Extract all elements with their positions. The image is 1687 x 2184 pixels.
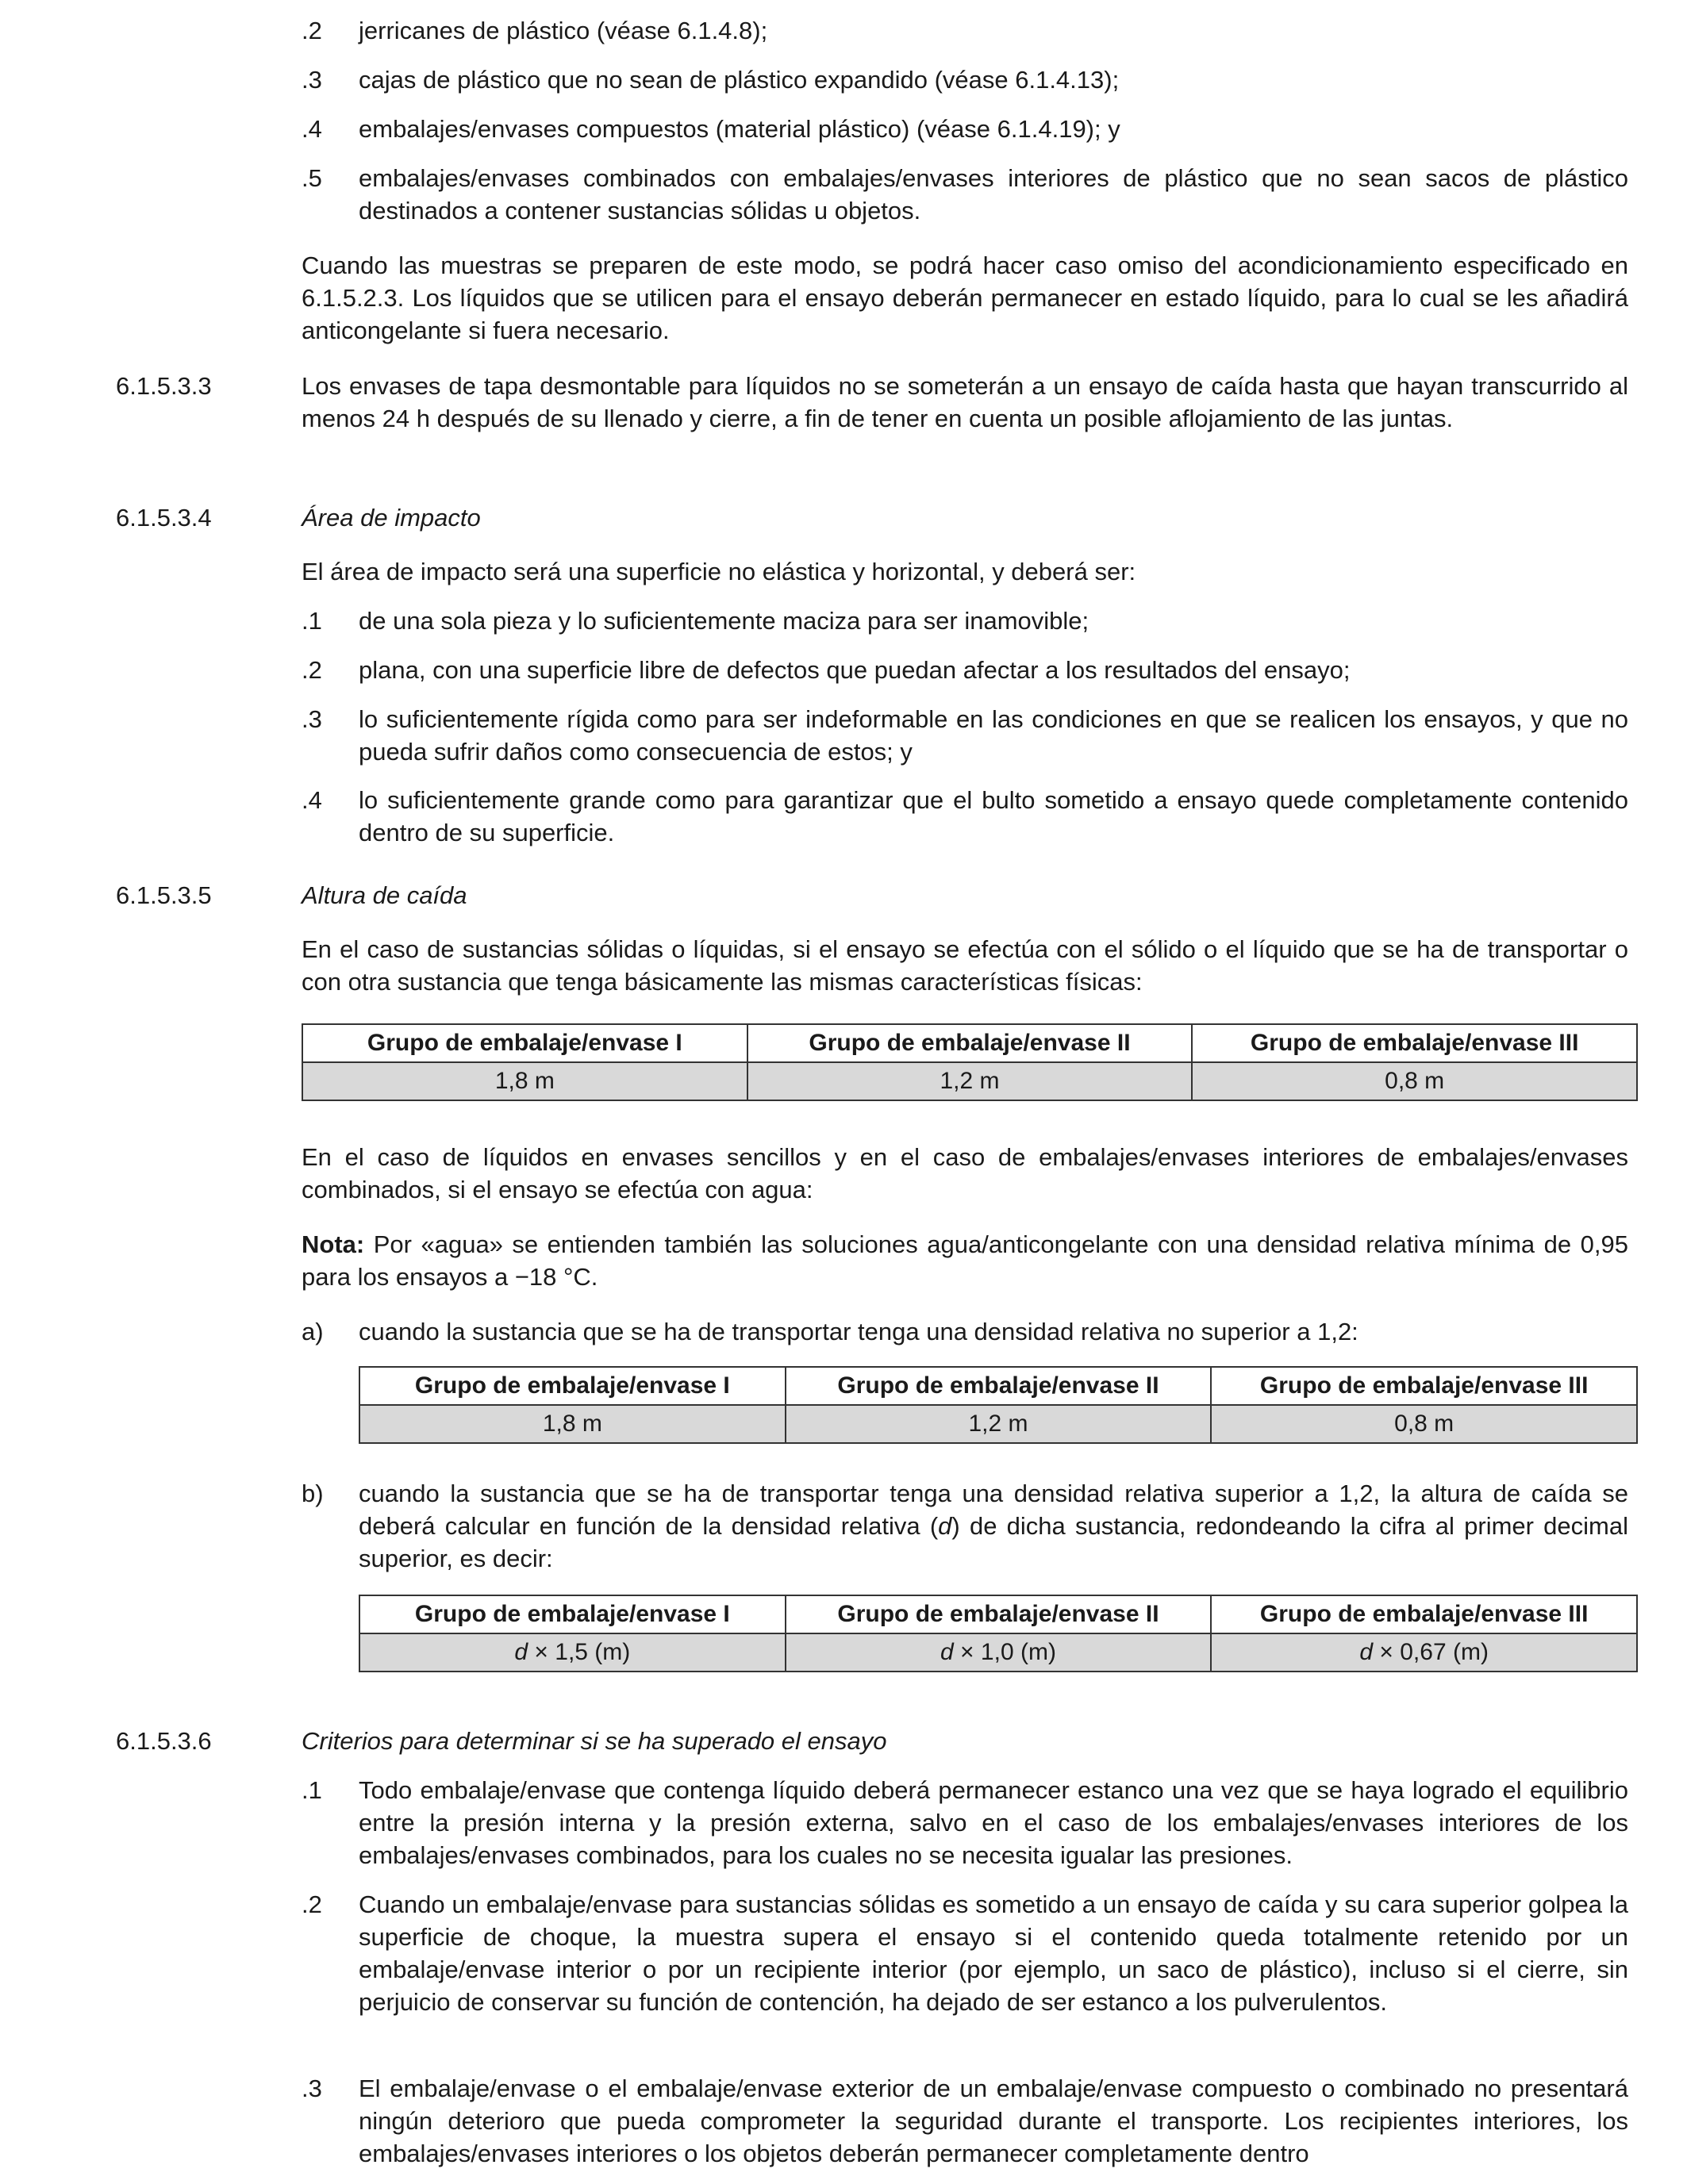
list-text	[359, 1477, 1628, 1575]
table-cell: 1,2 m	[747, 1062, 1193, 1100]
table-cell: 1,8 m	[359, 1405, 786, 1443]
table-header: Grupo de embalaje/envase II	[786, 1367, 1212, 1405]
list-text: cajas de plástico que no sean de plástico expandido (véase 6.1.4.13);	[359, 66, 1120, 94]
list-marker: .2	[302, 1890, 322, 1918]
density-variable: d	[514, 1639, 528, 1665]
list-text-part: cuando la sustancia que se ha de transportar tenga una densidad relativa superior a 1,2, la altura de caída se deberá calcular en función de la densidad relativa (	[359, 1480, 1628, 1540]
drop-height-table	[359, 1366, 1638, 1444]
note-paragraph	[302, 1228, 1628, 1293]
density-variable: d	[938, 1512, 952, 1540]
density-variable: d	[1359, 1639, 1374, 1665]
table-header: Grupo de embalaje/envase I	[302, 1024, 747, 1062]
times-sign: ×	[1379, 1639, 1393, 1665]
list-marker: .2	[302, 17, 322, 44]
table-cell: 0,8 m	[1211, 1405, 1637, 1443]
list-text: lo suficientemente rígida como para ser indeformable en las condiciones en que se realicen los ensayos, y que no pueda sufrir daños como consecuencia de estos; y	[359, 705, 1628, 766]
factor-value: 1,0 (m)	[980, 1639, 1056, 1665]
section-number: 6.1.5.3.4	[116, 504, 212, 532]
list-marker: a)	[302, 1318, 324, 1345]
conditioning-paragraph: Cuando las muestras se preparen de este modo, se podrá hacer caso omiso del acondicionamiento especificado en 6.1.5.2.3. Los líquidos que se utilicen para el ensayo deberán permanecer en estado líquido, para lo cual se les añadirá anticongelante si fuera necesario.	[302, 251, 1628, 344]
list-text: embalajes/envases combinados con embalajes/envases interiores de plástico que no sean sacos de plástico destinados a contener sustancias sólidas u objetos.	[359, 164, 1628, 225]
list-text: lo suficientemente grande como para garantizar que el bulto sometido a ensayo quede completamente contenido dentro de su superficie.	[359, 786, 1628, 846]
section-heading: Criterios para determinar si se ha superado el ensayo	[302, 1727, 887, 1755]
list-text: de una sola pieza y lo suficientemente maciza para ser inamovible;	[359, 607, 1089, 635]
list-text: Todo embalaje/envase que contenga líquido deberá permanecer estanco una vez que se haya logrado el equilibrio entre la presión interna y la presión externa, salvo en el caso de los embalajes/envases interiores de los embalajes/envases combinados, para los cuales no se necesita igualar las presiones.	[359, 1776, 1628, 1869]
section-number: 6.1.5.3.6	[116, 1727, 212, 1755]
table-header: Grupo de embalaje/envase II	[786, 1595, 1212, 1633]
section-number: 6.1.5.3.5	[116, 881, 212, 909]
table-header: Grupo de embalaje/envase II	[747, 1024, 1193, 1062]
list-marker: .5	[302, 164, 322, 192]
list-text: Cuando un embalaje/envase para sustancias sólidas es sometido a un ensayo de caída y su cara superior golpea la superficie de choque, la muestra supera el ensayo si el contenido queda totalmente retenido por un embalaje/envase interior o por un recipiente interior (por ejemplo, un saco de plástico), incluso si el cierre, sin perjuicio de conservar su función de contención, ha dejado de ser estanco a los pulverulentos.	[359, 1890, 1628, 2016]
list-text: embalajes/envases compuestos (material plástico) (véase 6.1.4.19); y	[359, 115, 1120, 143]
table-cell: 1,2 m	[786, 1405, 1212, 1443]
list-marker: .3	[302, 705, 322, 733]
times-sign: ×	[960, 1639, 974, 1665]
list-text: jerricanes de plástico (véase 6.1.4.8);	[359, 17, 768, 44]
section-heading: Área de impacto	[302, 504, 481, 532]
table-cell	[359, 1633, 786, 1672]
section-intro: El área de impacto será una superficie no elástica y horizontal, y deberá ser:	[302, 558, 1136, 585]
times-sign: ×	[534, 1639, 548, 1665]
table-cell	[786, 1633, 1212, 1672]
list-marker: .3	[302, 66, 322, 94]
section-number: 6.1.5.3.3	[116, 372, 212, 400]
list-marker: .4	[302, 786, 322, 814]
table-header: Grupo de embalaje/envase III	[1192, 1024, 1637, 1062]
list-text-part: ) de dicha sustancia, redondeando la cifra al primer decimal superior, es decir:	[359, 1512, 1629, 1572]
table-header: Grupo de embalaje/envase I	[359, 1595, 786, 1633]
list-marker: .4	[302, 115, 322, 143]
list-marker: .1	[302, 1776, 322, 1804]
table-header: Grupo de embalaje/envase I	[359, 1367, 786, 1405]
drop-height-table	[302, 1023, 1638, 1101]
note-text: Por «agua» se entienden también las soluciones agua/anticongelante con una densidad relativa mínima de 0,95 para los ensayos a −18 °C.	[302, 1230, 1628, 1291]
table-header: Grupo de embalaje/envase III	[1211, 1595, 1637, 1633]
section-heading: Altura de caída	[302, 881, 467, 909]
water-paragraph: En el caso de líquidos en envases sencillos y en el caso de embalajes/envases interiores de embalajes/envases combinados, si el ensayo se efectúa con agua:	[302, 1143, 1628, 1203]
list-marker: .3	[302, 2075, 322, 2102]
note-label: Nota:	[302, 1230, 365, 1258]
section-text: Los envases de tapa desmontable para líquidos no se someterán a un ensayo de caída hasta que hayan transcurrido al menos 24 h después de su llenado y cierre, a fin de tener en cuenta un posible aflojamiento de las juntas.	[302, 372, 1628, 432]
list-marker: .1	[302, 607, 322, 635]
section-intro: En el caso de sustancias sólidas o líquidas, si el ensayo se efectúa con el sólido o el líquido que se ha de transportar o con otra sustancia que tenga básicamente las mismas características físicas:	[302, 935, 1628, 996]
table-cell: 0,8 m	[1192, 1062, 1637, 1100]
factor-value: 1,5 (m)	[555, 1639, 631, 1665]
factor-value: 0,67 (m)	[1400, 1639, 1489, 1665]
list-text: plana, con una superficie libre de defectos que puedan afectar a los resultados del ensayo;	[359, 656, 1351, 684]
drop-height-table	[359, 1595, 1638, 1672]
table-header: Grupo de embalaje/envase III	[1211, 1367, 1637, 1405]
table-cell	[1211, 1633, 1637, 1672]
list-text: cuando la sustancia que se ha de transportar tenga una densidad relativa no superior a 1,2:	[359, 1318, 1358, 1345]
list-marker: .2	[302, 656, 322, 684]
list-marker: b)	[302, 1480, 324, 1507]
table-cell: 1,8 m	[302, 1062, 747, 1100]
list-text: El embalaje/envase o el embalaje/envase exterior de un embalaje/envase compuesto o combinado no presentará ningún deterioro que pueda comprometer la seguridad durante el transporte. Los recipientes interiores, los embalajes/envases interiores o los objetos deberán permanecer completamente dentro	[359, 2075, 1628, 2167]
density-variable: d	[940, 1639, 954, 1665]
